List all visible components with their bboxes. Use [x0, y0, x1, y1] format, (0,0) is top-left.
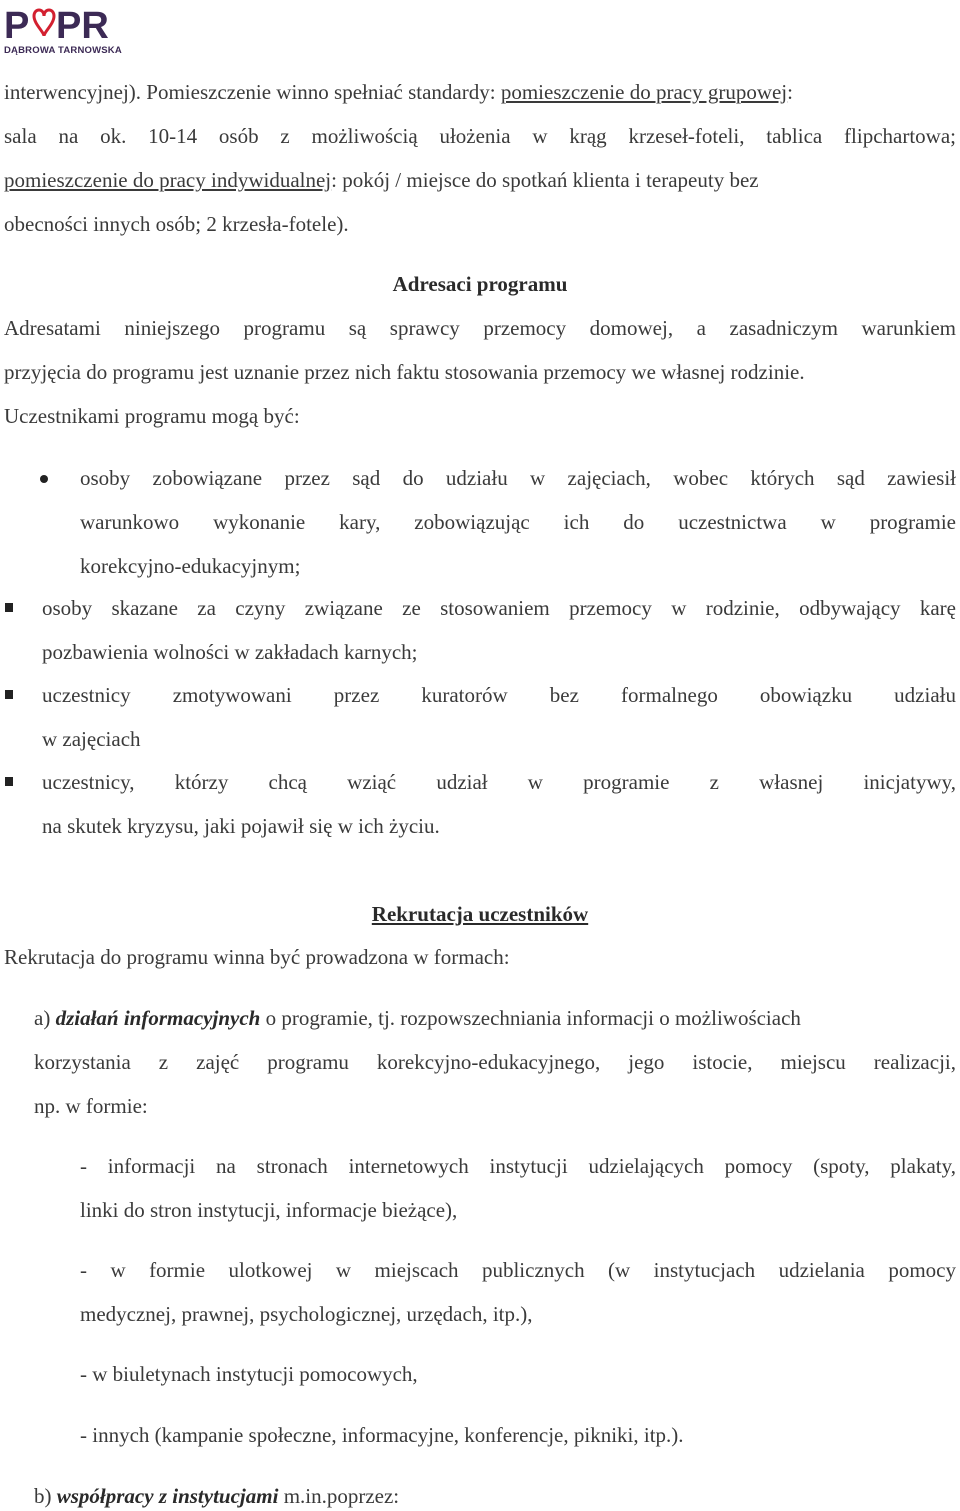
item-emphasis: współpracy z instytucjami [56, 1484, 279, 1508]
item-a-line-3: np. w formie: [34, 1094, 148, 1118]
bullet-square-icon [5, 603, 13, 612]
list-item-line: korekcyjno-edukacyjnym; [80, 554, 301, 578]
paragraph-line: Rekrutacja do programu winna być prowadzona w formach: [4, 945, 510, 969]
item-a-line-1 [34, 1006, 801, 1030]
item-label: b) [34, 1484, 57, 1508]
section-title-rekrutacja: Rekrutacja uczestników [371, 902, 589, 926]
paragraph-line: Uczestnikami programu mogą być: [4, 404, 300, 428]
dash-item-line: medycznej, prawnej, psychologicznej, urzędach, itp.), [80, 1302, 533, 1326]
logo-mark [4, 2, 112, 46]
list-item-line: warunkowo wykonanie kary, zobowiązując ich do uczestnictwa w programie [80, 510, 956, 534]
dash-item-line: - informacji na stronach internetowych instytucji udzielających pomocy (spoty, plakaty, [80, 1154, 956, 1178]
svg-text:PR: PR [56, 5, 109, 46]
svg-text:P: P [4, 5, 30, 46]
intro-underlined-text: pomieszczenie do pracy grupowej [500, 80, 788, 104]
item-emphasis: działań informacyjnych [55, 1006, 261, 1030]
intro-line-4: obecności innych osób; 2 krzesła-fotele). [4, 212, 349, 236]
dash-item-line: - innych (kampanie społeczne, informacyjne, konferencje, pikniki, itp.). [80, 1423, 684, 1447]
paragraph-line: przyjęcia do programu jest uznanie przez nich faktu stosowania przemocy we własnej rodzinie. [4, 360, 805, 384]
list-item-line: pozbawienia wolności w zakładach karnych; [42, 640, 418, 664]
logo-subtitle: DĄBROWA TARNOWSKA [4, 45, 122, 56]
list-item-line: osoby zobowiązane przez sąd do udziału w zajęciach, wobec których sąd zawiesił [80, 466, 956, 490]
item-label: a) [34, 1006, 56, 1030]
bullet-dot-icon [40, 475, 48, 483]
dash-item-line: - w formie ulotkowej w miejscach publicznych (w instytucjach udzielania pomocy [80, 1258, 956, 1282]
intro-underlined-text: pomieszczenie do pracy indywidualnej [4, 168, 332, 192]
logo [4, 2, 122, 60]
intro-text: : [787, 80, 793, 104]
dash-item-line: linki do stron instytucji, informacje bieżące), [80, 1198, 458, 1222]
intro-text: interwencyjnej). Pomieszczenie winno spełniać standardy: [4, 80, 501, 104]
list-item-line: uczestnicy zmotywowani przez kuratorów bez formalnego obowiązku udziału [42, 683, 956, 707]
intro-line-3 [4, 168, 759, 192]
section-title-adresaci: Adresaci programu [392, 272, 568, 296]
list-item-line: uczestnicy, którzy chcą wziąć udział w programie z własnej inicjatywy, [42, 770, 956, 794]
list-item-line: na skutek kryzysu, jaki pojawił się w ich życiu. [42, 814, 440, 838]
item-a-line-2: korzystania z zajęć programu korekcyjno-edukacyjnego, jego istocie, miejscu realizacji, [34, 1050, 956, 1074]
bullet-square-icon [5, 777, 13, 786]
dash-item-line: - w biuletynach instytucji pomocowych, [80, 1362, 418, 1386]
item-b-line-1 [34, 1484, 399, 1508]
paragraph-line: Adresatami niniejszego programu są sprawcy przemocy domowej, a zasadniczym warunkiem [4, 316, 956, 340]
item-text: o programie, tj. rozpowszechniania informacji o możliwościach [260, 1006, 801, 1030]
list-item-line: osoby skazane za czyny związane ze stosowaniem przemocy w rodzinie, odbywający karę [42, 596, 956, 620]
intro-line-2: sala na ok. 10-14 osób z możliwością ułożenia w krąg krzeseł-foteli, tablica flipchartowa; [4, 124, 956, 148]
bullet-square-icon [5, 690, 13, 699]
item-text: m.in.poprzez: [278, 1484, 400, 1508]
intro-line-1 [4, 80, 793, 104]
list-item-line: w zajęciach [42, 727, 141, 751]
intro-text: : pokój / miejsce do spotkań klienta i terapeuty bez [331, 168, 759, 192]
